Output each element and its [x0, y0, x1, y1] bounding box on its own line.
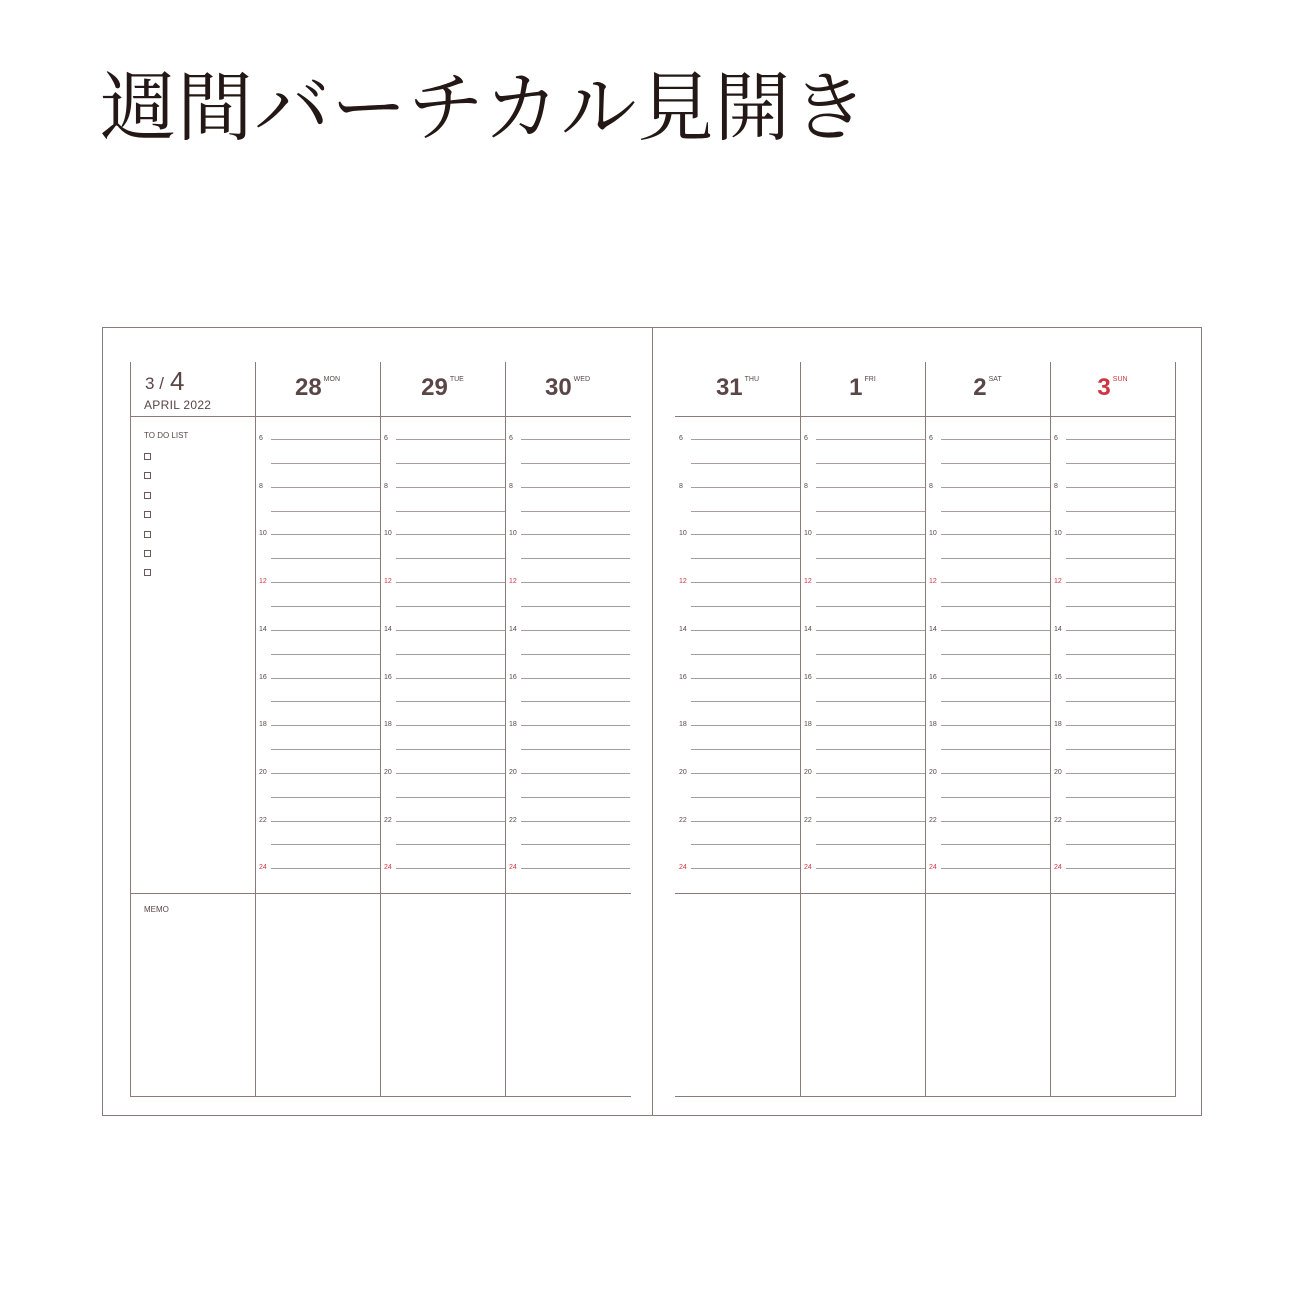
hour-label: 18: [509, 721, 517, 729]
memo-rule: [675, 893, 1176, 894]
half-hour-line: [941, 558, 1050, 559]
day-header: [675, 374, 800, 402]
hour-label: 12: [509, 578, 517, 586]
half-hour-line: [396, 844, 505, 845]
hour-line: [941, 868, 1050, 869]
half-hour-line: [691, 749, 800, 750]
hour-line: [941, 630, 1050, 631]
hour-line: [1066, 439, 1175, 440]
hour-line: [941, 725, 1050, 726]
prev-month-number: 3 /: [145, 374, 164, 393]
half-hour-line: [396, 701, 505, 702]
half-hour-line: [521, 749, 630, 750]
day-of-week: TUE: [449, 376, 464, 383]
hour-label: 6: [804, 435, 808, 442]
hour-label: 6: [384, 435, 388, 442]
hour-label: 18: [259, 721, 267, 729]
hour-label: 6: [1054, 435, 1058, 442]
hour-label: 10: [929, 530, 937, 538]
hour-line: [1066, 868, 1175, 869]
hour-label: 10: [384, 530, 392, 538]
hour-label: 24: [1054, 864, 1062, 872]
hour-line: [521, 582, 630, 583]
hour-label: 6: [259, 435, 263, 442]
hour-label: 14: [384, 625, 392, 633]
hour-line: [941, 487, 1050, 488]
half-hour-line: [396, 606, 505, 607]
hour-label: 12: [929, 578, 937, 586]
hour-line: [271, 582, 380, 583]
todo-list-label: TO DO LIST: [144, 431, 189, 440]
half-hour-line: [396, 511, 505, 512]
day-header: [925, 374, 1050, 402]
hour-label: 16: [384, 673, 392, 681]
hour-line: [816, 630, 925, 631]
day-number: 28: [294, 374, 322, 401]
hour-label: 8: [259, 482, 263, 490]
hour-line: [816, 821, 925, 822]
half-hour-line: [941, 844, 1050, 845]
hour-label: 10: [509, 530, 517, 538]
half-hour-line: [271, 701, 380, 702]
hour-label: 24: [259, 864, 267, 872]
hour-line: [271, 534, 380, 535]
day-number: 2: [973, 374, 987, 401]
half-hour-line: [691, 797, 800, 798]
half-hour-line: [1066, 844, 1175, 845]
half-hour-line: [1066, 606, 1175, 607]
half-hour-line: [816, 463, 925, 464]
hour-line: [691, 439, 800, 440]
hour-line: [521, 487, 630, 488]
hour-line: [691, 821, 800, 822]
hour-label: 22: [1054, 816, 1062, 824]
hour-label: 22: [929, 816, 937, 824]
todo-checkbox: [144, 531, 151, 538]
hour-line: [396, 868, 505, 869]
half-hour-line: [816, 511, 925, 512]
hour-line: [521, 630, 630, 631]
half-hour-line: [691, 463, 800, 464]
half-hour-line: [1066, 654, 1175, 655]
hour-label: 8: [929, 482, 933, 490]
half-hour-line: [816, 558, 925, 559]
half-hour-line: [941, 654, 1050, 655]
half-hour-line: [396, 654, 505, 655]
hour-label: 10: [259, 530, 267, 538]
hour-line: [816, 582, 925, 583]
hour-line: [816, 678, 925, 679]
hour-line: [691, 534, 800, 535]
hour-line: [521, 821, 630, 822]
hour-line: [396, 821, 505, 822]
hour-line: [691, 725, 800, 726]
half-hour-line: [691, 511, 800, 512]
hour-label: 6: [509, 435, 513, 442]
hour-line: [691, 630, 800, 631]
hour-label: 10: [1054, 530, 1062, 538]
hour-line: [941, 582, 1050, 583]
hour-line: [396, 534, 505, 535]
hour-line: [396, 630, 505, 631]
hour-label: 18: [384, 721, 392, 729]
day-number: 1: [849, 374, 863, 401]
hour-label: 6: [679, 435, 683, 442]
column-divider: [380, 362, 381, 1096]
hour-line: [1066, 534, 1175, 535]
column-divider: [255, 362, 256, 1096]
hour-line: [941, 821, 1050, 822]
hour-line: [271, 487, 380, 488]
half-hour-line: [396, 558, 505, 559]
hour-line: [396, 439, 505, 440]
hour-line: [396, 773, 505, 774]
hour-line: [396, 487, 505, 488]
hour-label: 22: [804, 816, 812, 824]
hour-label: 14: [929, 625, 937, 633]
half-hour-line: [941, 511, 1050, 512]
hour-line: [1066, 725, 1175, 726]
hour-line: [271, 868, 380, 869]
hour-line: [691, 773, 800, 774]
half-hour-line: [521, 844, 630, 845]
current-month-number: 4: [170, 366, 185, 396]
column-divider: [130, 362, 131, 1096]
todo-checkbox: [144, 492, 151, 499]
half-hour-line: [521, 511, 630, 512]
half-hour-line: [271, 606, 380, 607]
half-hour-line: [1066, 463, 1175, 464]
hour-label: 22: [509, 816, 517, 824]
hour-label: 14: [679, 625, 687, 633]
hour-label: 10: [679, 530, 687, 538]
hour-line: [1066, 678, 1175, 679]
hour-label: 24: [929, 864, 937, 872]
half-hour-line: [396, 463, 505, 464]
hour-line: [691, 868, 800, 869]
hour-line: [691, 487, 800, 488]
half-hour-line: [816, 606, 925, 607]
day-number: 3: [1097, 374, 1111, 401]
hour-line: [271, 630, 380, 631]
hour-line: [396, 678, 505, 679]
header-rule: [130, 416, 631, 417]
half-hour-line: [521, 654, 630, 655]
hour-label: 22: [259, 816, 267, 824]
half-hour-line: [1066, 511, 1175, 512]
half-hour-line: [271, 797, 380, 798]
hour-line: [816, 534, 925, 535]
hour-line: [941, 678, 1050, 679]
half-hour-line: [521, 558, 630, 559]
day-header: [800, 374, 925, 402]
todo-checkbox: [144, 472, 151, 479]
todo-checkbox: [144, 569, 151, 576]
hour-line: [521, 725, 630, 726]
hour-line: [271, 725, 380, 726]
hour-line: [691, 582, 800, 583]
month-year-label: APRIL 2022: [144, 398, 212, 412]
half-hour-line: [816, 844, 925, 845]
hour-label: 16: [509, 673, 517, 681]
column-divider: [1175, 362, 1176, 1096]
hour-label: 24: [384, 864, 392, 872]
hour-line: [1066, 582, 1175, 583]
todo-checkbox: [144, 550, 151, 557]
half-hour-line: [396, 749, 505, 750]
hour-line: [941, 773, 1050, 774]
half-hour-line: [691, 606, 800, 607]
day-header: [255, 374, 380, 402]
hour-label: 16: [679, 673, 687, 681]
day-number: 30: [544, 374, 572, 401]
half-hour-line: [941, 701, 1050, 702]
hour-line: [941, 439, 1050, 440]
day-of-week: THU: [744, 376, 760, 383]
hour-label: 12: [804, 578, 812, 586]
page-title: 週間バーチカル見開き: [100, 63, 869, 152]
half-hour-line: [521, 463, 630, 464]
hour-line: [816, 868, 925, 869]
half-hour-line: [271, 558, 380, 559]
hour-label: 8: [804, 482, 808, 490]
half-hour-line: [691, 844, 800, 845]
half-hour-line: [691, 558, 800, 559]
header-rule: [675, 416, 1176, 417]
day-of-week: SUN: [1112, 376, 1128, 383]
column-divider: [1050, 362, 1051, 1096]
hour-label: 14: [509, 625, 517, 633]
todo-checkbox: [144, 453, 151, 460]
hour-label: 24: [679, 864, 687, 872]
half-hour-line: [691, 654, 800, 655]
bottom-rule: [130, 1096, 631, 1097]
half-hour-line: [271, 749, 380, 750]
hour-label: 18: [679, 721, 687, 729]
hour-line: [521, 439, 630, 440]
hour-label: 8: [509, 482, 513, 490]
day-of-week: SAT: [988, 376, 1002, 383]
half-hour-line: [816, 701, 925, 702]
day-of-week: FRI: [864, 376, 876, 383]
day-of-week: MON: [323, 376, 341, 383]
hour-line: [816, 439, 925, 440]
half-hour-line: [1066, 701, 1175, 702]
memo-label: MEMO: [144, 905, 169, 914]
hour-line: [521, 534, 630, 535]
hour-label: 20: [1054, 768, 1062, 776]
hour-label: 18: [804, 721, 812, 729]
hour-label: 20: [679, 768, 687, 776]
hour-line: [1066, 487, 1175, 488]
hour-label: 16: [259, 673, 267, 681]
hour-line: [521, 868, 630, 869]
hour-label: 10: [804, 530, 812, 538]
day-header: [1050, 374, 1175, 402]
column-divider: [505, 362, 506, 1096]
hour-line: [816, 725, 925, 726]
day-number: 31: [715, 374, 743, 401]
half-hour-line: [816, 749, 925, 750]
hour-line: [271, 678, 380, 679]
hour-label: 8: [384, 482, 388, 490]
half-hour-line: [691, 701, 800, 702]
hour-line: [941, 534, 1050, 535]
day-of-week: WED: [573, 376, 591, 383]
hour-line: [396, 582, 505, 583]
hour-label: 14: [1054, 625, 1062, 633]
half-hour-line: [271, 844, 380, 845]
hour-label: 16: [804, 673, 812, 681]
half-hour-line: [1066, 749, 1175, 750]
day-number: 29: [421, 374, 448, 401]
hour-line: [691, 678, 800, 679]
hour-label: 20: [509, 768, 517, 776]
hour-label: 16: [1054, 673, 1062, 681]
hour-label: 6: [929, 435, 933, 442]
todo-checkbox: [144, 511, 151, 518]
half-hour-line: [941, 749, 1050, 750]
half-hour-line: [1066, 558, 1175, 559]
hour-line: [816, 487, 925, 488]
half-hour-line: [521, 797, 630, 798]
day-header: [380, 374, 505, 402]
column-divider: [800, 362, 801, 1096]
hour-line: [816, 773, 925, 774]
hour-label: 12: [1054, 578, 1062, 586]
hour-line: [271, 439, 380, 440]
hour-label: 14: [804, 625, 812, 633]
hour-label: 8: [1054, 482, 1058, 490]
hour-label: 12: [679, 578, 687, 586]
hour-line: [521, 773, 630, 774]
half-hour-line: [816, 654, 925, 655]
hour-line: [271, 773, 380, 774]
spread-spine: [652, 327, 653, 1116]
half-hour-line: [1066, 797, 1175, 798]
half-hour-line: [271, 463, 380, 464]
half-hour-line: [271, 511, 380, 512]
hour-label: 18: [1054, 721, 1062, 729]
bottom-rule: [675, 1096, 1176, 1097]
half-hour-line: [816, 797, 925, 798]
hour-label: 20: [384, 768, 392, 776]
hour-line: [271, 821, 380, 822]
hour-label: 20: [259, 768, 267, 776]
half-hour-line: [941, 797, 1050, 798]
hour-label: 22: [384, 816, 392, 824]
hour-label: 22: [679, 816, 687, 824]
half-hour-line: [396, 797, 505, 798]
hour-label: 14: [259, 625, 267, 633]
half-hour-line: [521, 606, 630, 607]
hour-label: 20: [804, 768, 812, 776]
hour-label: 12: [384, 578, 392, 586]
half-hour-line: [521, 701, 630, 702]
memo-rule: [130, 893, 631, 894]
half-hour-line: [941, 463, 1050, 464]
hour-line: [1066, 821, 1175, 822]
hour-line: [396, 725, 505, 726]
hour-line: [1066, 773, 1175, 774]
day-header: [505, 374, 630, 402]
half-hour-line: [941, 606, 1050, 607]
hour-label: 24: [804, 864, 812, 872]
hour-line: [1066, 630, 1175, 631]
hour-label: 8: [679, 482, 683, 490]
hour-label: 16: [929, 673, 937, 681]
hour-label: 20: [929, 768, 937, 776]
hour-line: [521, 678, 630, 679]
hour-label: 18: [929, 721, 937, 729]
half-hour-line: [271, 654, 380, 655]
column-divider: [925, 362, 926, 1096]
hour-label: 24: [509, 864, 517, 872]
hour-label: 12: [259, 578, 267, 586]
